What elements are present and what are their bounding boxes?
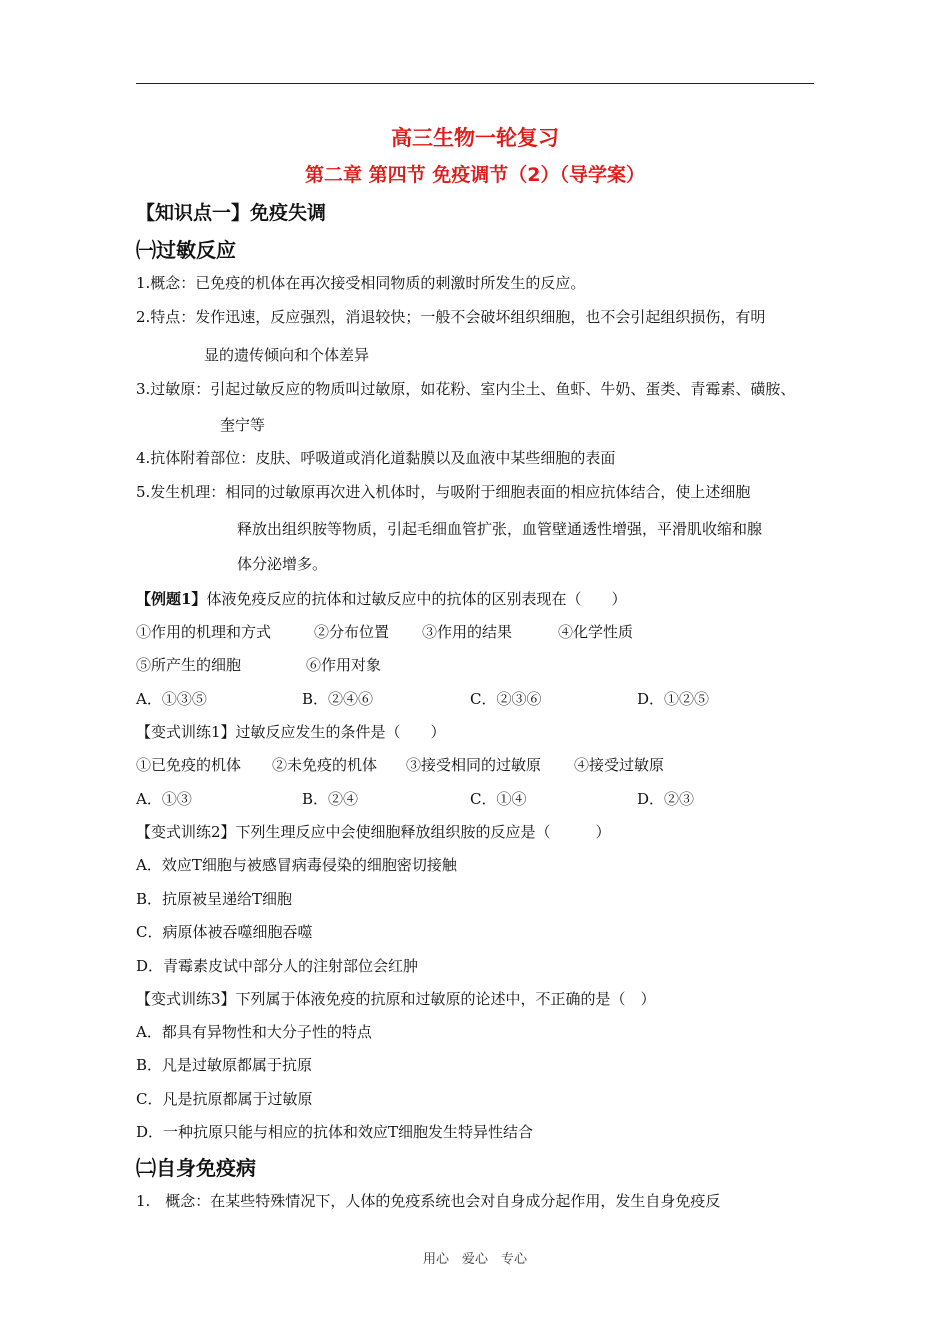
example-1-text: 体液免疫反应的抗体和过敏反应中的抗体的区别表现在（ ） <box>206 590 627 608</box>
item-5-line1: 5.发生机理：相同的过敏原再次进入机体时，与吸附于细胞表面的相应抗体结合，使上述细胞 <box>136 483 751 501</box>
item-3-line1: 3.过敏原：引起过敏反应的物质叫过敏原，如花粉、室内尘土、鱼虾、牛奶、蛋类、青霉素、磺胺、 <box>136 380 796 398</box>
variant-2-option-c: C．病原体被吞噬细胞吞噬 <box>136 923 313 941</box>
variant-3-text: 下列属于体液免疫的抗原和过敏原的论述中，不正确的是（ ） <box>235 990 656 1008</box>
variant-1-text: 过敏反应发生的条件是（ ） <box>235 723 446 741</box>
item-4: 4.抗体附着部位：皮肤、呼吸道或消化道黏膜以及血液中某些细胞的表面 <box>136 449 616 467</box>
example-1-choice: ③作用的结果 <box>422 623 513 641</box>
section-heading: 【知识点一】免疫失调 <box>136 202 327 224</box>
example-1-choice: ②分布位置 <box>314 623 390 641</box>
top-rule <box>136 83 814 84</box>
doc-title: 高三生物一轮复习 <box>391 126 559 150</box>
variant-2-label: 【变式训练2】 <box>136 823 236 841</box>
variant-3-option-b: B．凡是过敏原都属于抗原 <box>136 1056 313 1074</box>
autoimmune-item-1: 1. 概念：在某些特殊情况下，人体的免疫系统也会对自身成分起作用，发生自身免疫反 <box>136 1192 721 1210</box>
variant-2-question <box>136 821 611 842</box>
doc-subtitle: 第二章 第四节 免疫调节（2）（导学案） <box>305 164 645 186</box>
variant-1-option-d: D．②③ <box>637 790 695 808</box>
variant-3-option-d: D．一种抗原只能与相应的抗体和效应T细胞发生特异性结合 <box>136 1123 534 1141</box>
variant-2-option-d: D．青霉素皮试中部分人的注射部位会红肿 <box>136 957 419 975</box>
variant-1-question <box>136 721 446 742</box>
example-1-choice: ⑤所产生的细胞 <box>136 656 242 674</box>
item-2-line2: 显的遗传倾向和个体差异 <box>204 346 370 364</box>
variant-1-option-a: A．①③ <box>136 790 192 808</box>
example-1-choice: ④化学性质 <box>558 623 634 641</box>
variant-3-question <box>136 988 656 1009</box>
item-5-line2: 释放出组织胺等物质，引起毛细血管扩张，血管壁通透性增强，平滑肌收缩和腺 <box>237 520 763 538</box>
item-5-line3: 体分泌增多。 <box>237 555 328 573</box>
variant-1-option-b: B．②④ <box>302 790 359 808</box>
variant-1-choice: ④接受过敏原 <box>574 756 665 774</box>
example-1-choice: ⑥作用对象 <box>306 656 382 674</box>
example-1-option-c: C．②③⑥ <box>470 690 542 708</box>
variant-1-choice: ①已免疫的机体 <box>136 756 242 774</box>
variant-3-option-a: A．都具有异物性和大分子性的特点 <box>136 1023 372 1041</box>
page-footer: 用心 爱心 专心 <box>422 1252 527 1267</box>
subsection-heading-autoimmune: ㈡自身免疫病 <box>136 1156 256 1180</box>
variant-1-option-c: C．①④ <box>470 790 527 808</box>
item-3-line2: 奎宁等 <box>220 416 266 434</box>
variant-3-label: 【变式训练3】 <box>136 990 236 1008</box>
example-1-option-a: A．①③⑤ <box>136 690 207 708</box>
item-1: 1.概念：已免疫的机体在再次接受相同物质的刺激时所发生的反应。 <box>136 274 586 292</box>
variant-1-choice: ③接受相同的过敏原 <box>406 756 542 774</box>
subsection-heading-allergy: ㈠过敏反应 <box>136 238 236 262</box>
variant-2-option-b: B．抗原被呈递给T细胞 <box>136 890 293 908</box>
variant-1-choice: ②未免疫的机体 <box>272 756 378 774</box>
variant-1-label: 【变式训练1】 <box>136 723 236 741</box>
example-1-choice: ①作用的机理和方式 <box>136 623 272 641</box>
example-1-question <box>136 588 626 609</box>
example-1-option-d: D．①②⑤ <box>637 690 710 708</box>
variant-3-option-c: C．凡是抗原都属于过敏原 <box>136 1090 313 1108</box>
variant-2-option-a: A．效应T细胞与被感冒病毒侵染的细胞密切接触 <box>136 856 457 874</box>
item-2-line1: 2.特点：发作迅速，反应强烈，消退较快；一般不会破坏组织细胞，也不会引起组织损伤，有明 <box>136 308 766 326</box>
variant-2-text: 下列生理反应中会使细胞释放组织胺的反应是（ ） <box>235 823 611 841</box>
example-1-label: 【例题1】 <box>136 590 207 608</box>
example-1-option-b: B．②④⑥ <box>302 690 374 708</box>
